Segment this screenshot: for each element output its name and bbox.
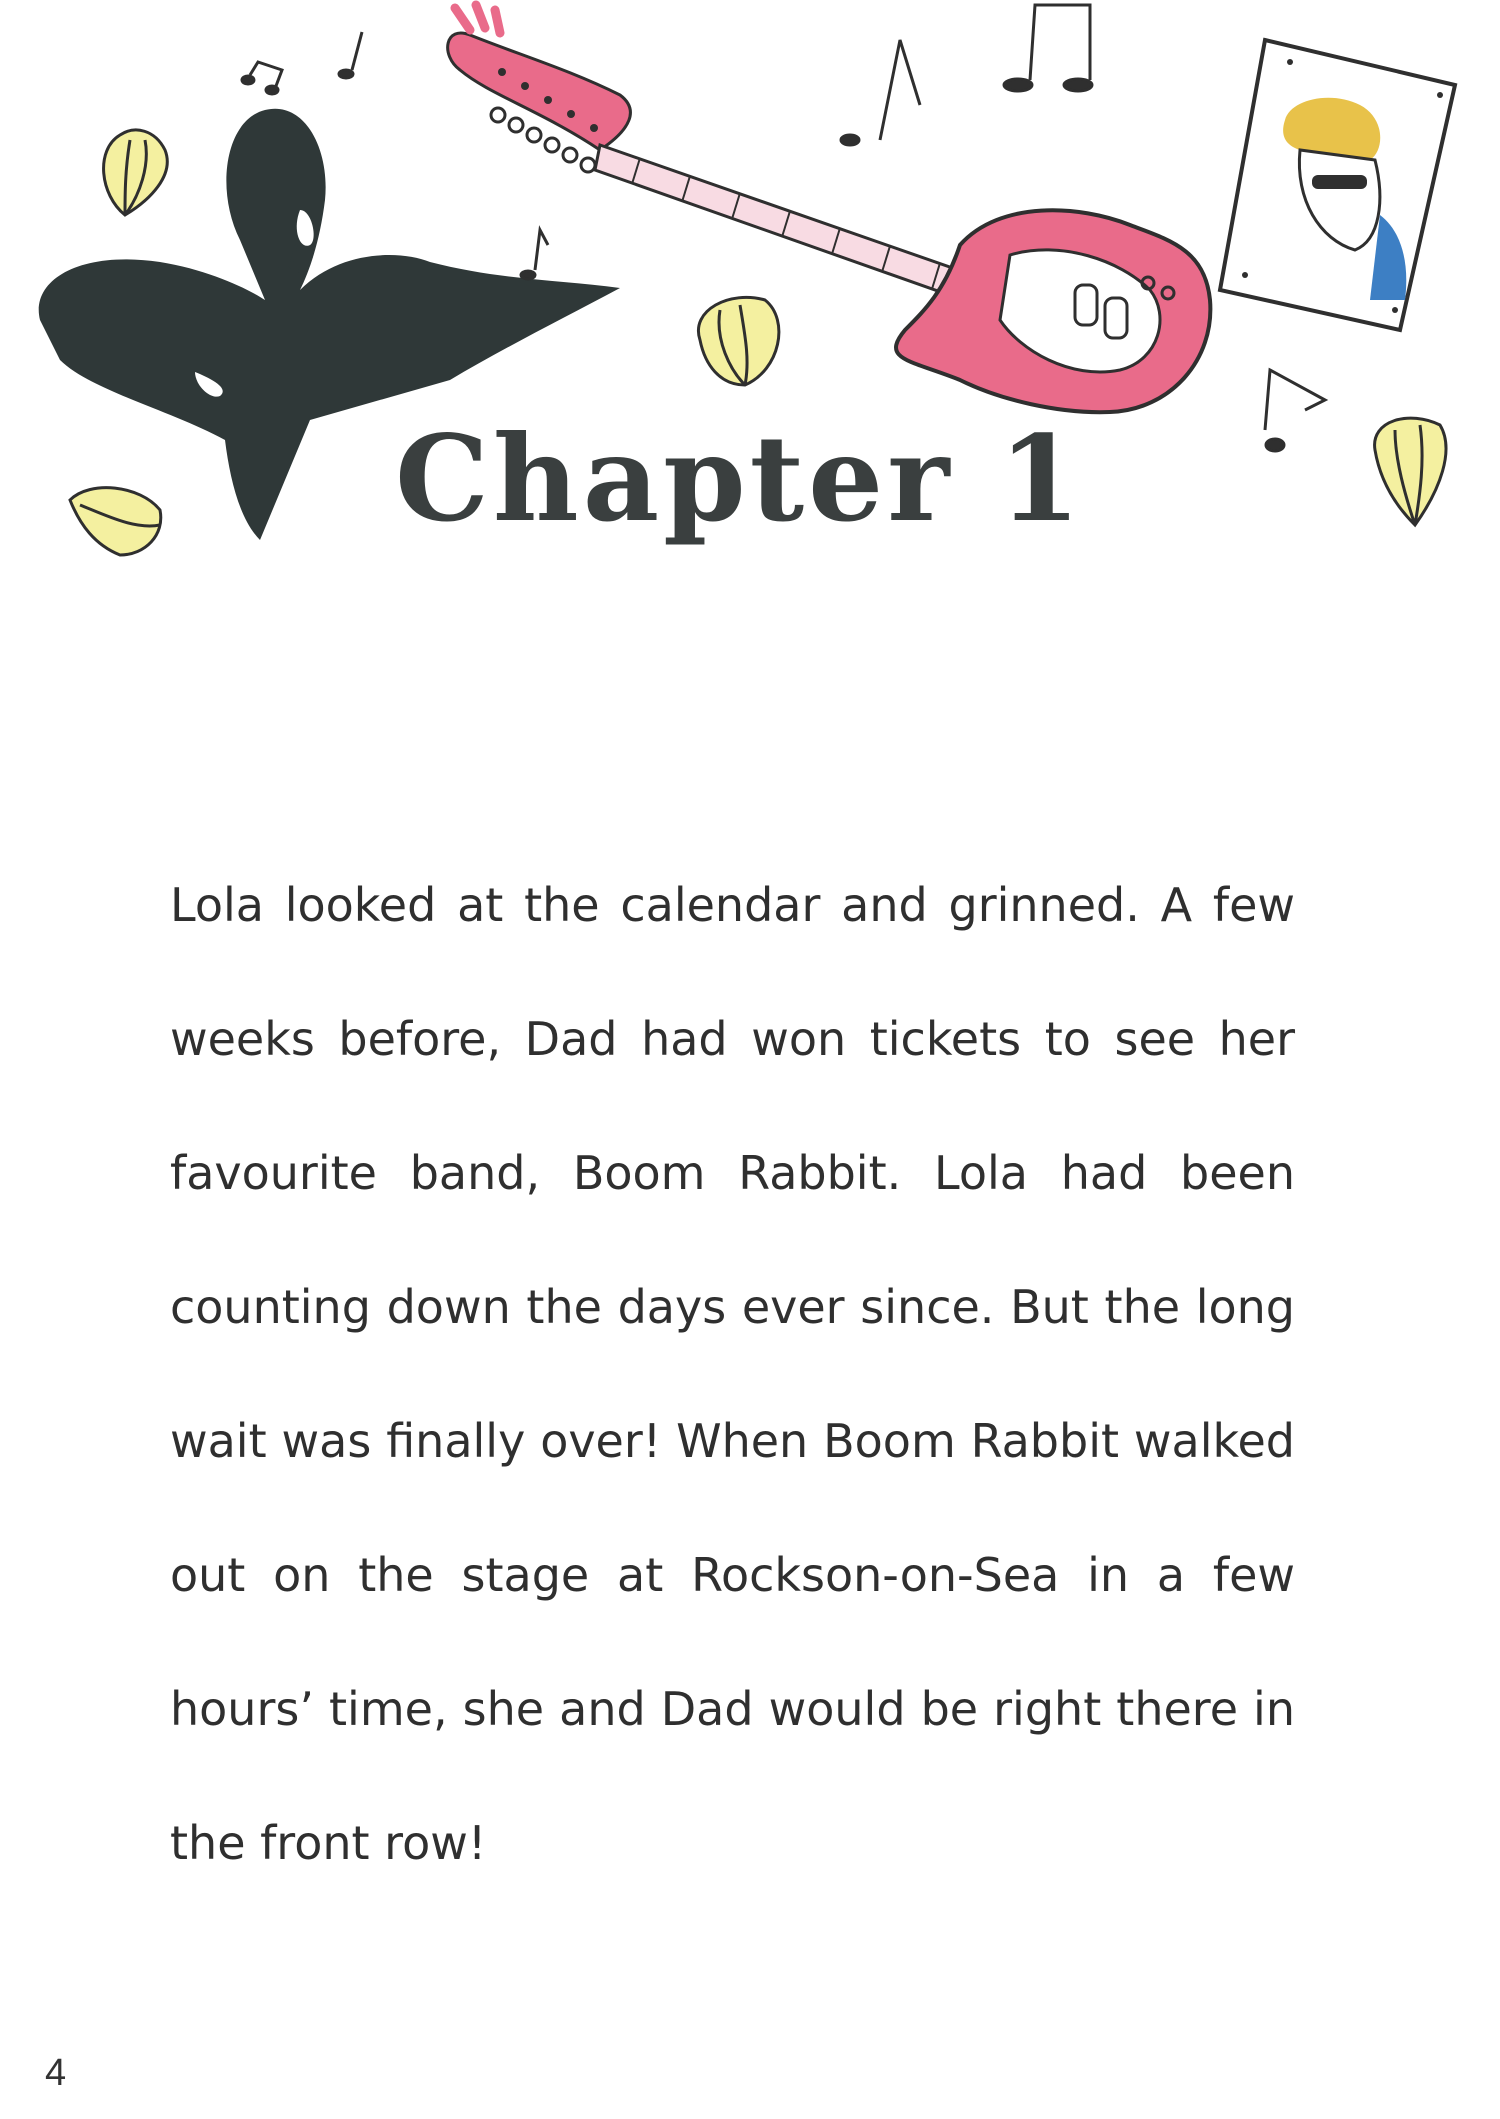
paragraph-line: weeks before, Dad had won tickets to see her — [170, 1012, 1295, 1066]
paragraph-line: hours’ time, she and Dad would be right there in — [170, 1682, 1295, 1736]
paragraph-line: favourite band, Boom Rabbit. Lola had been — [170, 1146, 1295, 1200]
chapter-title: Chapter 1 — [395, 409, 1085, 548]
paragraph-line: Lola looked at the calendar and grinned. A few — [170, 878, 1295, 932]
page-number: 4 — [45, 2052, 67, 2094]
paragraph-line: the front row! — [170, 1816, 487, 1870]
paragraph-line: out on the stage at Rockson-on-Sea in a few — [170, 1548, 1295, 1602]
story-paragraph — [170, 838, 1295, 1910]
poster-icon — [1220, 40, 1455, 330]
paragraph-line: wait was finally over! When Boom Rabbit walked — [170, 1414, 1295, 1468]
guitar-icon — [448, 5, 1211, 412]
paragraph-line: counting down the days ever since. But the long — [170, 1280, 1295, 1334]
